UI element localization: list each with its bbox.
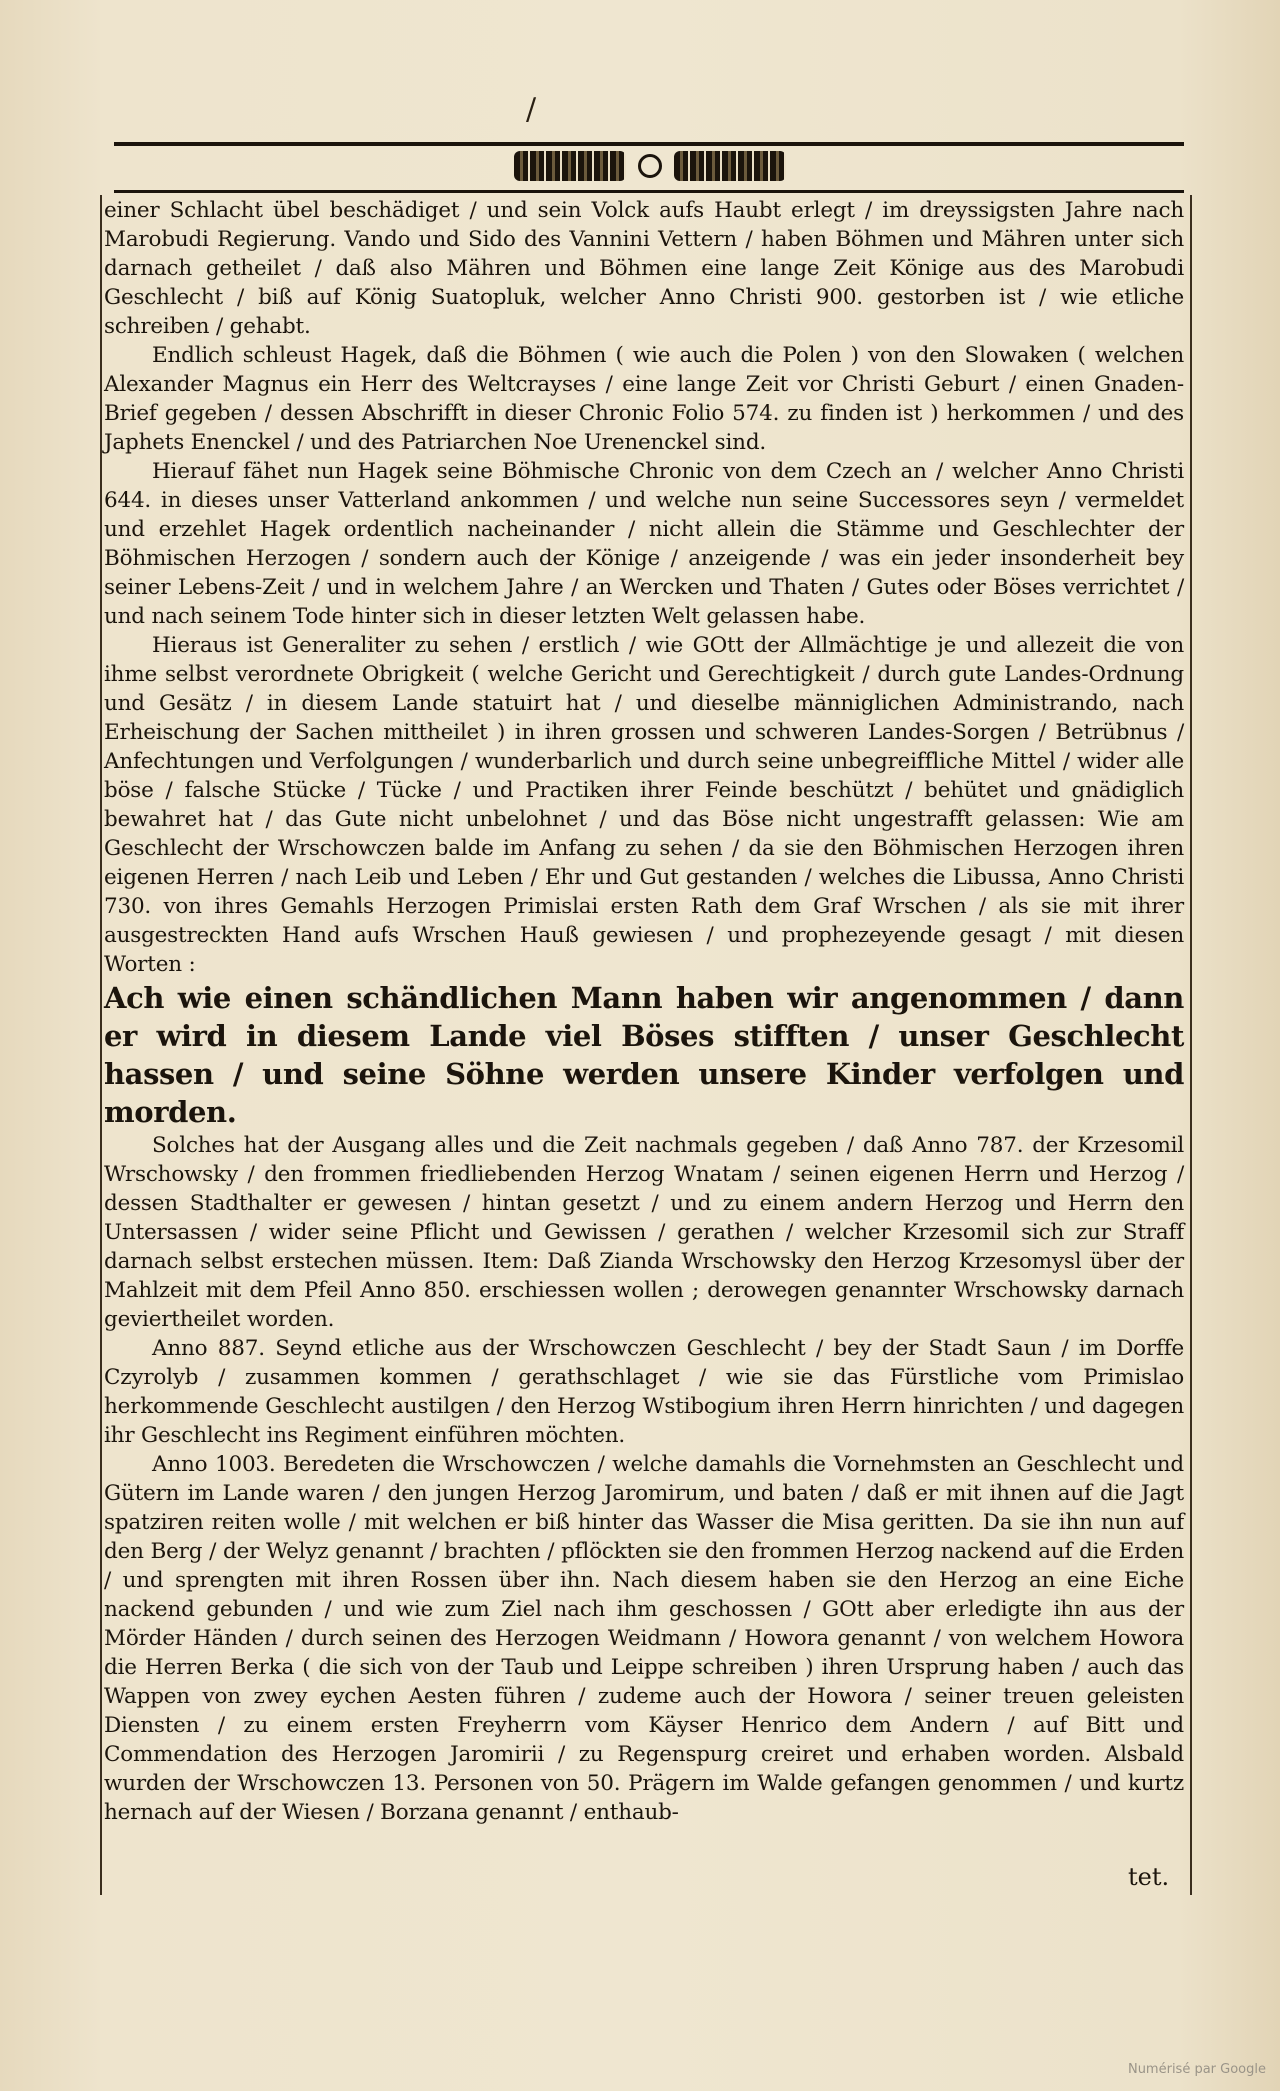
frame-left-rule: [100, 195, 102, 1895]
paragraph-4: Hieraus ist Generaliter zu sehen / erstlich / wie GOtt der Allmächtige je und allezeit die von ihme selbst verordnete Obrigkeit ( welche Gericht und Gerechtigkeit / durch gute Landes-Ordnung und Gesätz / in diesem Lande statuirt hat / und dieselbe männiglichen Administrando, nach Erheischung der Sachen mittheilet ) in ihren grossen und schweren Landes-Sorgen / Betrübnus / Anfechtungen und Verfolgungen / wunderbarlich und durch seine unbegreiffliche Mittel / wider alle böse / falsche Stücke / Tücke / und Practiken ihrer Feinde beschützt / behütet und gnädiglich bewahret hat / das Gute nicht unbelohnet / und das Böse nicht ungestrafft gelassen: Wie am Geschlecht der Wrschowczen balde im Anfang zu sehen / da sie den Böhmischen Herzogen ihren eigenen Herren / nach Leib und Leben / Ehr und Gut gestanden / welches die Libussa, Anno Christi 730. von ihres Gemahls Herzogen Primislai ersten Rath dem Graf Wrschen / als sie mit ihrer ausgestreckten Hand aufs Wrschen Hauß gewiesen / und prophezeyende gesagt / mit diesen Worten :: [104, 633, 1184, 977]
header-underline: [114, 190, 1184, 193]
ornament-center-icon: [638, 154, 662, 178]
frame-right-rule: [1190, 195, 1192, 1895]
paragraph-6: Anno 887. Seynd etliche aus der Wrschowczen Geschlecht / bey der Stadt Saun / im Dorffe Czyrolyb / zusammen kommen / gerathschlaget / wie sie das Fürstliche vom Primislao herkommende Geschlecht austilgen / den Herzog Wstibogium ihren Herrn hinrichten / und dagegen ihr Geschlecht ins Regiment einführen möchten.: [104, 1336, 1184, 1448]
ornament-left-icon: [514, 151, 626, 181]
digitization-watermark: Numérisé par Google: [1127, 2062, 1266, 2077]
catchword: tet.: [1128, 1863, 1170, 1891]
header-rule: [114, 142, 1184, 146]
paragraph-3: Hierauf fähet nun Hagek seine Böhmische Chronic von dem Czech an / welcher Anno Christi 644. in dieses unser Vatterland ankommen / und welche nun seine Successores seyn / vermeldet und erzehlet Hagek ordentlich nacheinander / nicht allein die Stämme und Geschlechter der Böhmischen Herzogen / sondern auch der Könige / anzeigende / was ein jeder insonderheit bey seiner Lebens-Zeit / und in welchem Jahre / an Wercken und Thaten / Gutes oder Böses verrichtet / und nach seinem Tode hinter sich in dieser letzten Welt gelassen habe.: [104, 459, 1184, 629]
folio-mark: /: [526, 92, 537, 127]
prophecy-text: Ach wie einen schändlichen Mann haben wir angenommen / dann er wird in diesem Lande viel Böses stifften / unser Geschlecht hassen / und seine Söhne werden unsere Kinder verfolgen und morden.: [104, 981, 1184, 1129]
header-ornament: [500, 147, 800, 185]
body-text: [104, 196, 1184, 1827]
paragraph-2: Endlich schleust Hagek, daß die Böhmen ( wie auch die Polen ) von den Slowaken ( welchen Alexander Magnus ein Herr des Weltcrayses / eine lange Zeit vor Christi Geburt / einen Gnaden-Brief gegeben / dessen Abschrifft in dieser Chronic Folio 574. zu finden ist ) herkommen / und des Japhets Enenckel / und des Patriarchen Noe Urenenckel sind.: [104, 343, 1184, 455]
paragraph-7: Anno 1003. Beredeten die Wrschowczen / welche damahls die Vornehmsten an Geschlecht und Gütern im Lande waren / den jungen Herzog Jaromirum, und baten / daß er mit ihnen auf die Jagt spatziren reiten wolle / mit welchen er biß hinter das Wasser die Misa geritten. Da sie ihn nun auf den Berg / der Welyz genannt / brachten / pflöckten sie den frommen Herzog nackend auf die Erden / und sprengten mit ihren Rossen über ihn. Nach diesem haben sie den Herzog an eine Eiche nackend gebunden / und wie zum Ziel nach ihm geschossen / GOtt aber erledigte ihn aus der Mörder Händen / durch seinen des Herzogen Weidmann / Howora genannt / von welchem Howora die Herren Berka ( die sich von der Taub und Leippe schreiben ) ihren Ursprung haben / auch das Wappen von zwey eychen Aesten führen / zudeme auch der Howora / seiner treuen geleisten Diensten / zu einem ersten Freyherrn vom Käyser Henrico dem Andern / auf Bitt und Commendation des Herzogen Jaromirii / zu Regenspurg creiret und erhaben worden. Alsbald wurden der Wrschowczen 13. Personen von 50. Prägern im Walde gefangen genommen / und kurtz hernach auf der Wiesen / Borzana genannt / enthaub-: [104, 1452, 1184, 1825]
paragraph-1: einer Schlacht übel beschädiget / und sein Volck aufs Haubt erlegt / im dreyssigsten Jahre nach Marobudi Regierung. Vando und Sido des Vannini Vettern / haben Böhmen und Mähren unter sich darnach getheilet / daß also Mähren und Böhmen eine lange Zeit Könige aus des Marobudi Geschlecht / biß auf König Suatopluk, welcher Anno Christi 900. gestorben ist / wie etliche schreiben / gehabt.: [104, 198, 1184, 339]
ornament-right-icon: [674, 151, 786, 181]
paragraph-5: Solches hat der Ausgang alles und die Zeit nachmals gegeben / daß Anno 787. der Krzesomil Wrschowsky / den frommen friedliebenden Herzog Wnatam / seinen eigenen Herrn und Herzog / dessen Stadthalter er gewesen / hintan gesetzt / und zu einem andern Herzog und Herrn den Untersassen / wider seine Pflicht und Gewissen / gerathen / welcher Krzesomil sich zur Straff darnach selbst erstechen müssen. Item: Daß Zianda Wrschowsky den Herzog Krzesomysl über der Mahlzeit mit dem Pfeil Anno 850. erschiessen wollen ; derowegen genannter Wrschowsky darnach geviertheilet worden.: [104, 1133, 1184, 1332]
